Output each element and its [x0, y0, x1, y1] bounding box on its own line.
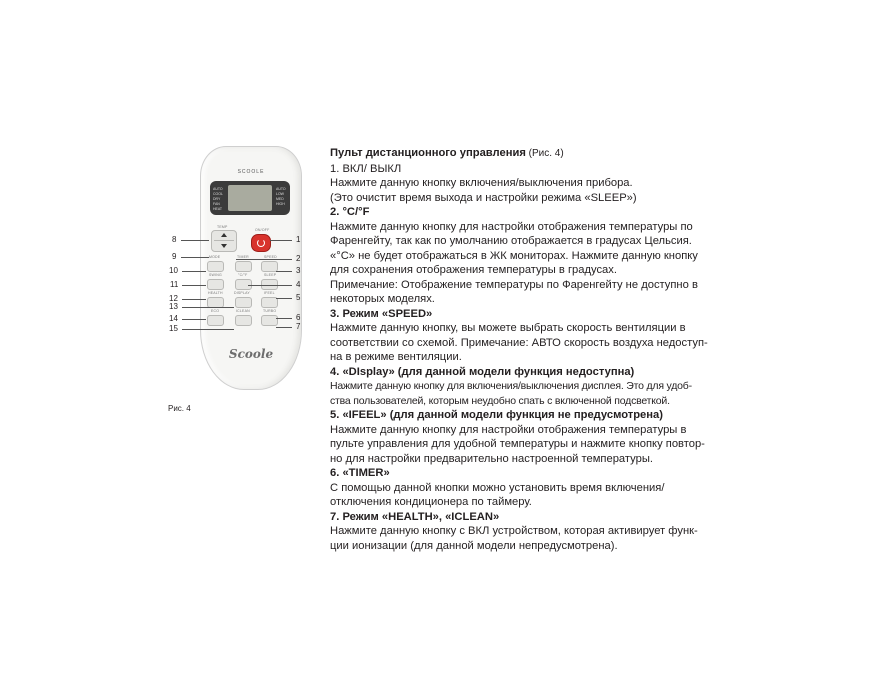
eco-button[interactable]: [207, 315, 224, 326]
callout-9: 9: [172, 252, 177, 261]
leader-line: [276, 327, 292, 328]
lcd-right-speeds: [276, 187, 286, 207]
section-1-title: 1. ВКЛ/ ВЫКЛ: [330, 162, 402, 175]
section-7-line: Нажмите данную кнопку с ВКЛ устройством, которая активирует функ-: [330, 525, 698, 537]
callout-10: 10: [169, 266, 178, 275]
section-1-line: Нажмите данную кнопку включения/выключения прибора.: [330, 177, 633, 189]
iclean-label: ICLEAN: [236, 309, 250, 313]
section-7-line: ции ионизации (для данной модели непредусмотрена).: [330, 539, 618, 552]
callout-7: 7: [296, 322, 301, 331]
heading-text: Пульт дистанционного управления: [330, 147, 526, 159]
leader-line: [182, 299, 206, 300]
section-4-title: 4. «DIsplay» (для данной модели функция недоступна): [330, 365, 635, 378]
doc-heading: [330, 146, 750, 162]
speed-label: SPEED: [264, 255, 277, 259]
instructions-text: [330, 146, 750, 553]
section-2-line: Фаренгейту, так как по умолчанию отображается в градусах Цельсия.: [330, 235, 692, 247]
callout-13: 13: [169, 302, 178, 311]
section-3-title: 3. Режим «SPEED»: [330, 307, 433, 320]
lcd-mode-label: COOL: [213, 192, 223, 196]
figure-caption: Рис. 4: [168, 404, 191, 413]
callout-14: 14: [169, 314, 178, 323]
section-2-title: 2. °C/°F: [330, 206, 370, 218]
health-label: HEALTH: [208, 291, 223, 295]
turbo-button[interactable]: [261, 315, 278, 326]
leader-line: [182, 319, 206, 320]
section-5-line: пульте управления для удобной температуры и нажмите кнопку повтор-: [330, 438, 705, 450]
brand-logo: Scoole: [228, 347, 274, 361]
leader-line: [236, 259, 292, 260]
section-6-title: 6. «TIMER»: [330, 467, 390, 479]
mode-label: MODE: [209, 255, 221, 259]
leader-line: [182, 307, 234, 308]
leader-line: [270, 240, 292, 241]
iclean-button[interactable]: [235, 315, 252, 326]
lcd-mode-label: HEAT: [213, 207, 223, 211]
callout-4: 4: [296, 280, 301, 289]
section-2-line: «°C» не будет отображаться в ЖК мониторах. Нажмите данную кнопку: [330, 249, 698, 262]
turbo-label: TURBO: [263, 309, 277, 313]
section-2-line: Примечание: Отображение температуры по Фаренгейту не доступно в: [330, 278, 698, 291]
section-1-line: (Это очистит время выхода и настройки режима «SLEEP»): [330, 191, 637, 204]
callout-12: 12: [169, 294, 178, 303]
callout-3: 3: [296, 266, 301, 275]
callout-1: 1: [296, 235, 301, 244]
lcd-screen: [228, 185, 272, 211]
callout-15: 15: [169, 324, 178, 333]
section-4-line: ства пользователей, которым неудобно спать с включенной подсветкой.: [330, 394, 670, 407]
lcd-speed-label: HIGH: [276, 202, 285, 206]
lcd-left-modes: [213, 187, 223, 212]
section-6-line: С помощью данной кнопки можно установить время включения/: [330, 481, 665, 494]
temp-label: TEMP: [217, 225, 228, 229]
section-2-line: некоторых моделях.: [330, 293, 435, 305]
leader-line: [181, 257, 209, 258]
swing-button[interactable]: [207, 279, 224, 290]
leader-line: [182, 271, 206, 272]
display-label: DISPLAY: [234, 291, 250, 295]
lcd-mode-label: AUTO: [213, 187, 223, 191]
leader-line: [181, 240, 209, 241]
section-3-line: соответствии со схемой. Примечание: АВТО скорость воздуха недоступ-: [330, 336, 708, 349]
section-3-line: Нажмите данную кнопку, вы можете выбрать скорость вентиляции в: [330, 322, 686, 334]
eco-label: ECO: [211, 309, 220, 313]
mode-button[interactable]: [207, 261, 224, 272]
callout-6: 6: [296, 313, 301, 322]
remote-control-image: [200, 146, 302, 390]
section-5-title: 5. «IFEEL» (для данной модели функция не предусмотрена): [330, 409, 663, 421]
display-button[interactable]: [235, 297, 252, 308]
callout-11: 11: [170, 280, 179, 289]
timer-button[interactable]: [235, 261, 252, 272]
callout-5: 5: [296, 293, 301, 302]
cf-label: °C/°F: [238, 273, 248, 277]
section-2-line: Нажмите данную кнопку для настройки отображения температуры по: [330, 220, 693, 233]
lcd-mode-label: DRY: [213, 197, 221, 201]
power-label: ON/OFF: [255, 228, 270, 232]
section-7-title: 7. Режим «HEALTH», «ICLEAN»: [330, 510, 500, 523]
ifeel-label: IFEEL: [264, 291, 275, 295]
temp-up-down-button[interactable]: [211, 230, 237, 252]
timer-label: TIMER: [237, 255, 249, 259]
heading-ref: (Рис. 4): [525, 148, 564, 159]
section-5-line: но для настройки предварительно настроенной температуры.: [330, 452, 653, 465]
lcd-speed-label: LOW: [276, 192, 284, 196]
divider: [214, 240, 234, 241]
leader-line: [182, 329, 234, 330]
arrow-up-icon: [221, 233, 227, 237]
lcd-mode-label: FAN: [213, 202, 220, 206]
section-3-line: на в режиме вентиляции.: [330, 351, 462, 363]
leader-line: [276, 298, 292, 299]
section-6-line: отключения кондиционера по таймеру.: [330, 496, 532, 508]
leader-line: [182, 285, 206, 286]
leader-line: [276, 318, 292, 319]
lcd-speed-label: MED: [276, 197, 284, 201]
lcd-speed-label: AUTO: [276, 187, 286, 191]
arrow-down-icon: [221, 244, 227, 248]
section-2-line: для сохранения отображения температуры в градусах.: [330, 264, 617, 276]
leader-line: [248, 285, 292, 286]
section-5-line: Нажмите данную кнопку для настройки отображения температуры в: [330, 423, 687, 436]
section-4-line: Нажмите данную кнопку для включения/выключения дисплея. Это для удоб-: [330, 380, 692, 392]
lcd-frame: [210, 181, 290, 215]
callout-8: 8: [172, 235, 177, 244]
callout-2: 2: [296, 254, 301, 263]
sleep-label: SLEEP: [264, 273, 277, 277]
lcd-brand-text: SCOOLE: [237, 169, 265, 175]
power-button[interactable]: [251, 234, 271, 252]
swing-label: SWING: [209, 273, 222, 277]
leader-line: [276, 271, 292, 272]
